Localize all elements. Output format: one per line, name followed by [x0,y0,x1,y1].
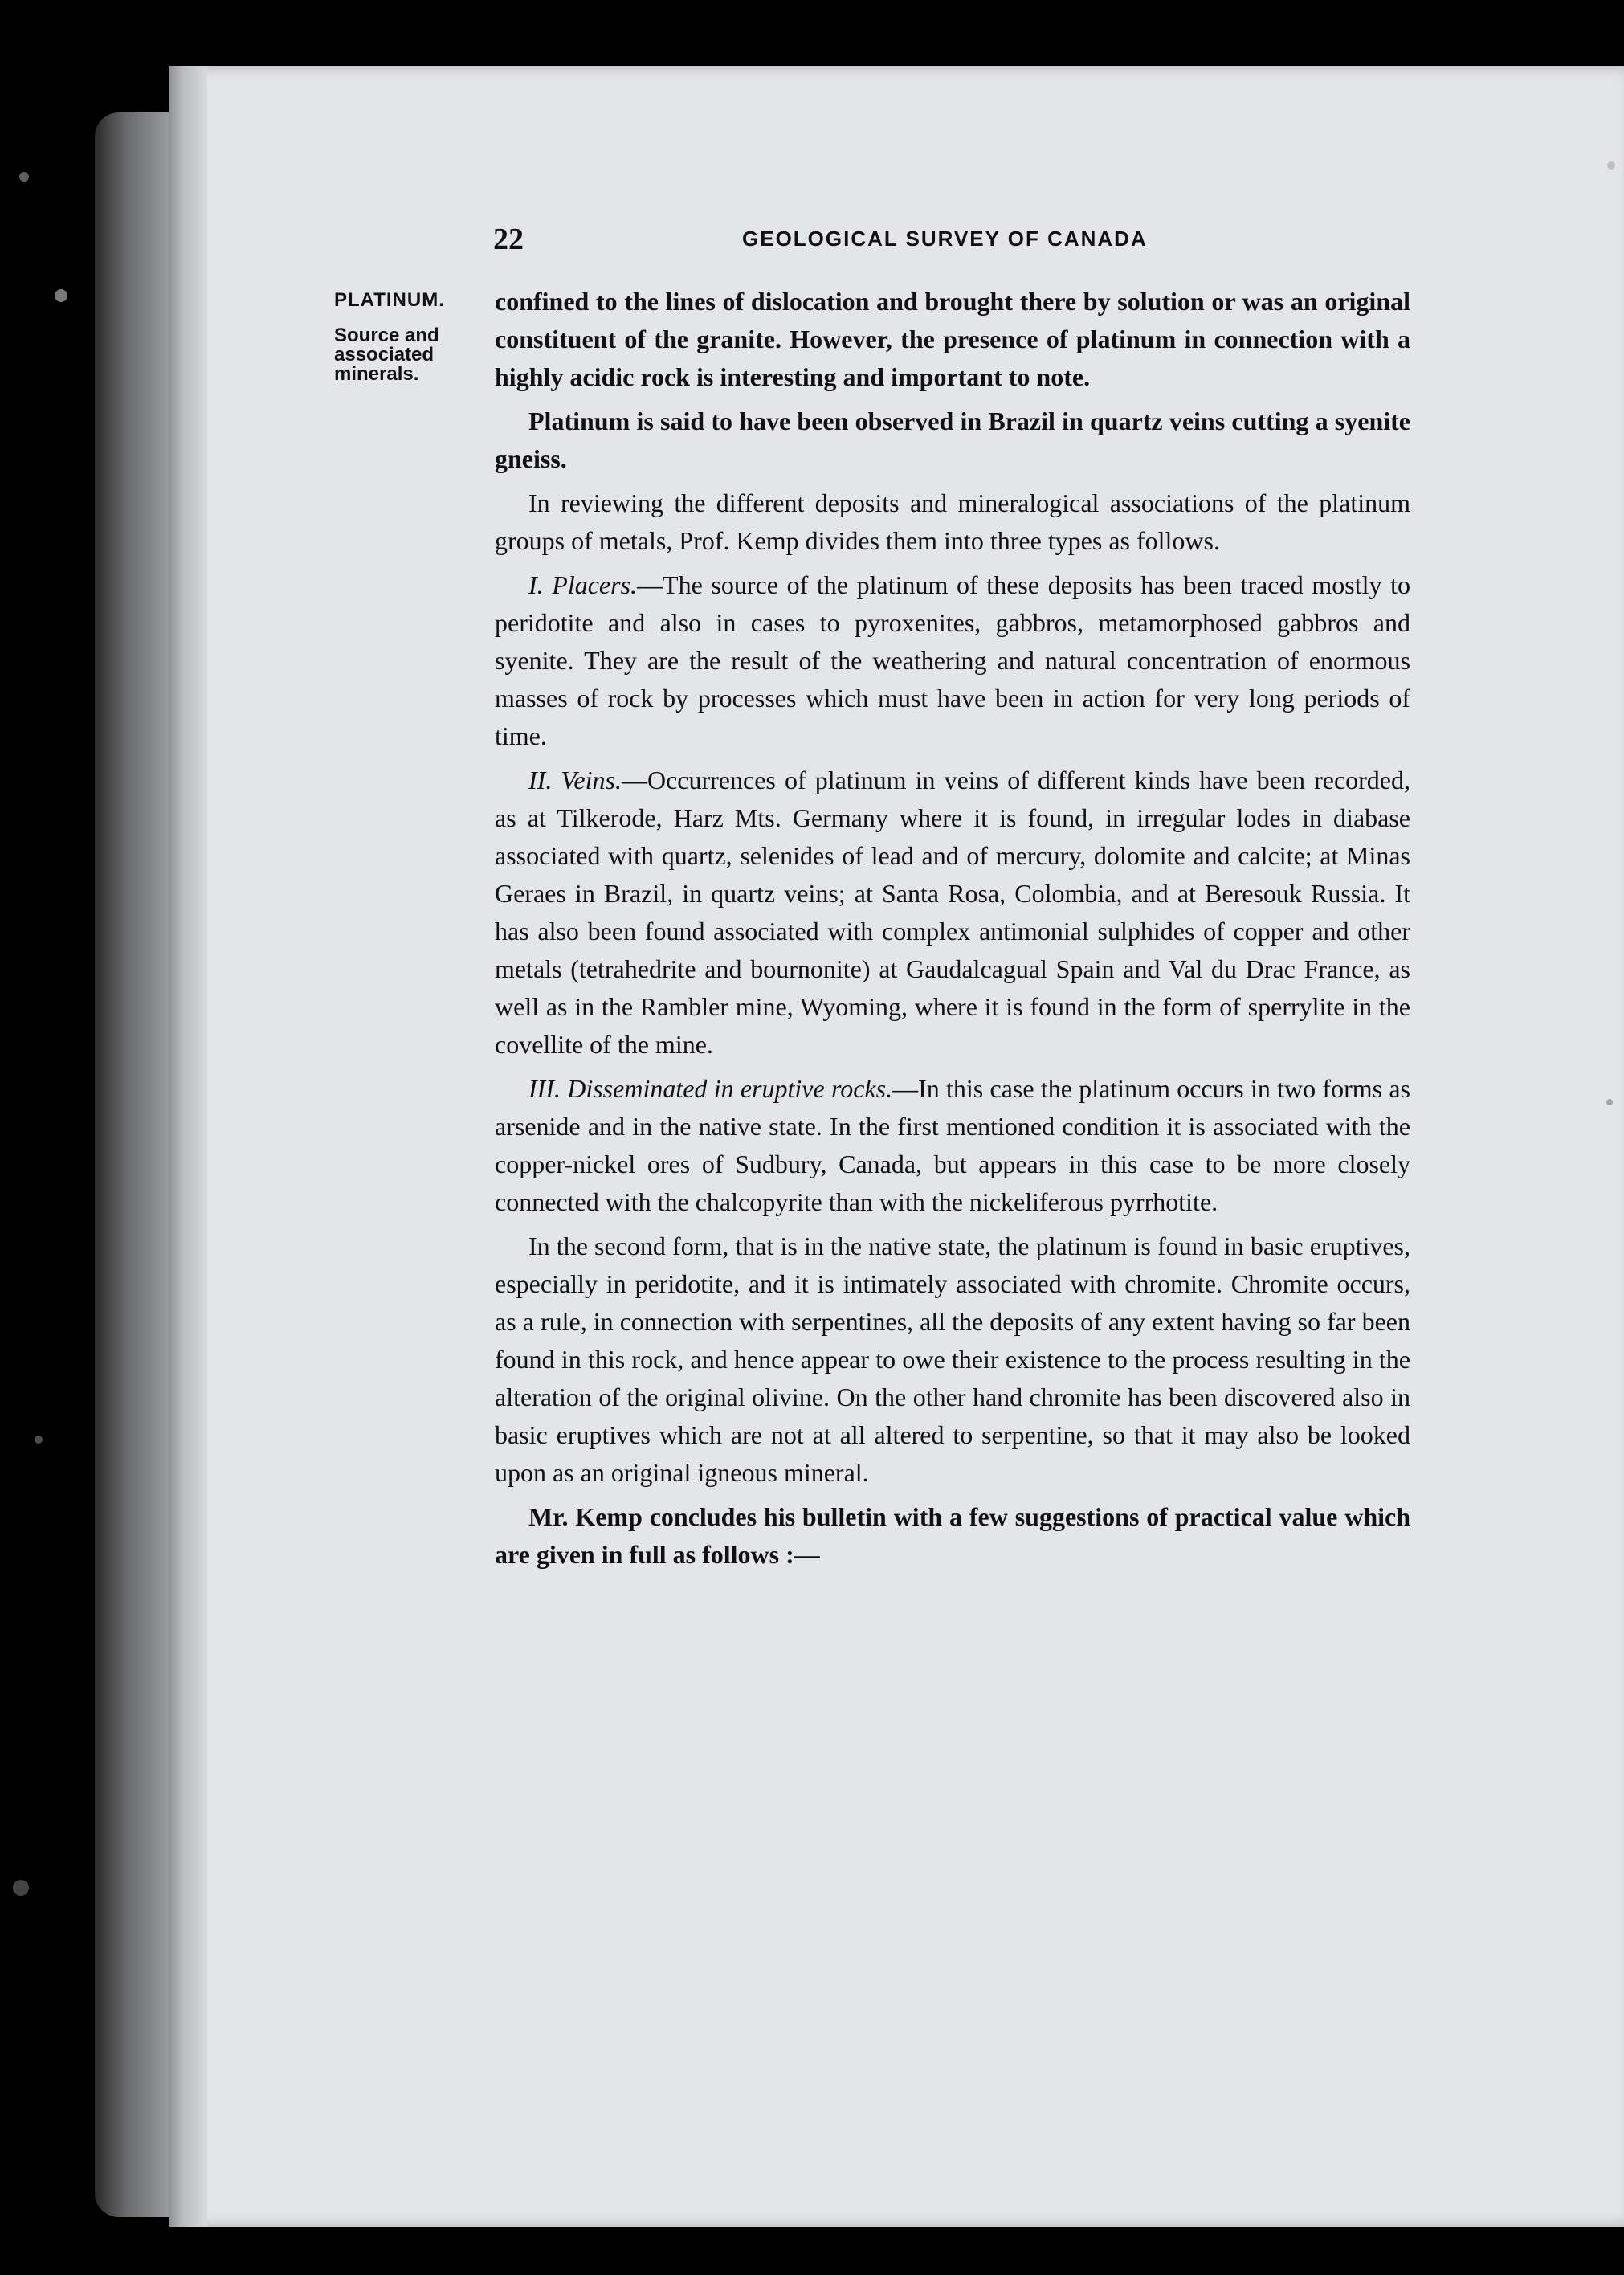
paragraph-2 [495,402,1410,478]
disseminated-heading: III. Disseminated in eruptive rocks. [528,1074,893,1103]
paragraph-placers [495,566,1410,755]
margin-note-title: PLATINUM. [334,289,445,311]
page-header [493,222,1200,257]
placers-heading: I. Placers. [528,570,638,599]
veins-text: —Occurrences of platinum in veins of different kinds have been recorded, as at Tilkerode, Harz Mts. Germany where it is found, in irregular lodes in diabase associated with quartz, selenides of lead and of mercury, dolomite and calcite; at Minas Geraes in Brazil, in quartz veins; at Santa Rosa, Colombia, and at Beresouk Russia. It has also been found associated with complex antimonial sulphides of copper and other metals (tetrahedrite and bournonite) at Gaudalcagual Spain and Val du Drac France, as well as in the Rambler mine, Wyoming, where it is found in the form of sperrylite in the covellite of the mine. [495,766,1411,1059]
running-head: GEOLOGICAL SURVEY OF CANADA [742,227,1148,251]
page-fold-shadow [169,66,207,2227]
margin-note [334,289,463,384]
paragraph-1-text: confined to the lines of dislocation and brought there by solution or was an original constituent of the granite. However, the presence of platinum in connection with a highly acidic rock is interesting and important to note. [495,287,1410,391]
paragraph-closing [495,1498,1410,1574]
disseminated-text: —In this case the platinum occurs in two forms as arsenide and in the native state. In the first mentioned condition it is associated with the copper-nickel ores of Sudbury, Canada, but appears in this case to be more closely connected with the chalcopyrite than with the nickeliferous pyrrhotite. [495,1074,1411,1216]
veins-heading: II. Veins. [528,766,622,794]
body-text [495,283,1410,1580]
placers-text: —The source of the platinum of these deposits has been traced mostly to peridotite and also in cases to pyroxenites, gabbros, metamorphosed gabbros and syenite. They are the result of the weathering and natural concentration of enormous masses of rock by processes which must have been in action for very long periods of time. [495,570,1411,750]
page-number: 22 [493,223,524,256]
paragraph-veins [495,762,1410,1064]
paragraph-disseminated [495,1070,1410,1221]
page-binding-edge [95,112,175,2217]
second-form-text: In the second form, that is in the native state, the platinum is found in basic eruptives, especially in peridotite, and it is intimately associated with chromite. Chromite occurs, as a rule, in connection with serpentines, all the deposits of any extent having so far been found in this rock, and hence appear to owe their existence to the process resulting in the alteration of the original olivine. On the other hand chromite has been discovered also in basic eruptives which are not at all altered to serpentine, so that it may also be looked upon as an original igneous mineral. [495,1231,1410,1487]
paragraph-3 [495,484,1410,560]
closing-text: Mr. Kemp concludes his bulletin with a few suggestions of practical value which are given in full as follows :— [495,1502,1410,1569]
paragraph-3-text: In reviewing the different deposits and mineralogical associations of the platinum groups of metals, Prof. Kemp divides them into three types as follows. [495,488,1410,555]
paragraph-2-text: Platinum is said to have been observed in Brazil in quartz veins cutting a syenite gneiss. [495,406,1410,473]
margin-note-subtitle: Source and associated minerals. [334,325,439,385]
paragraph-1 [495,283,1410,396]
paragraph-second-form [495,1227,1410,1492]
